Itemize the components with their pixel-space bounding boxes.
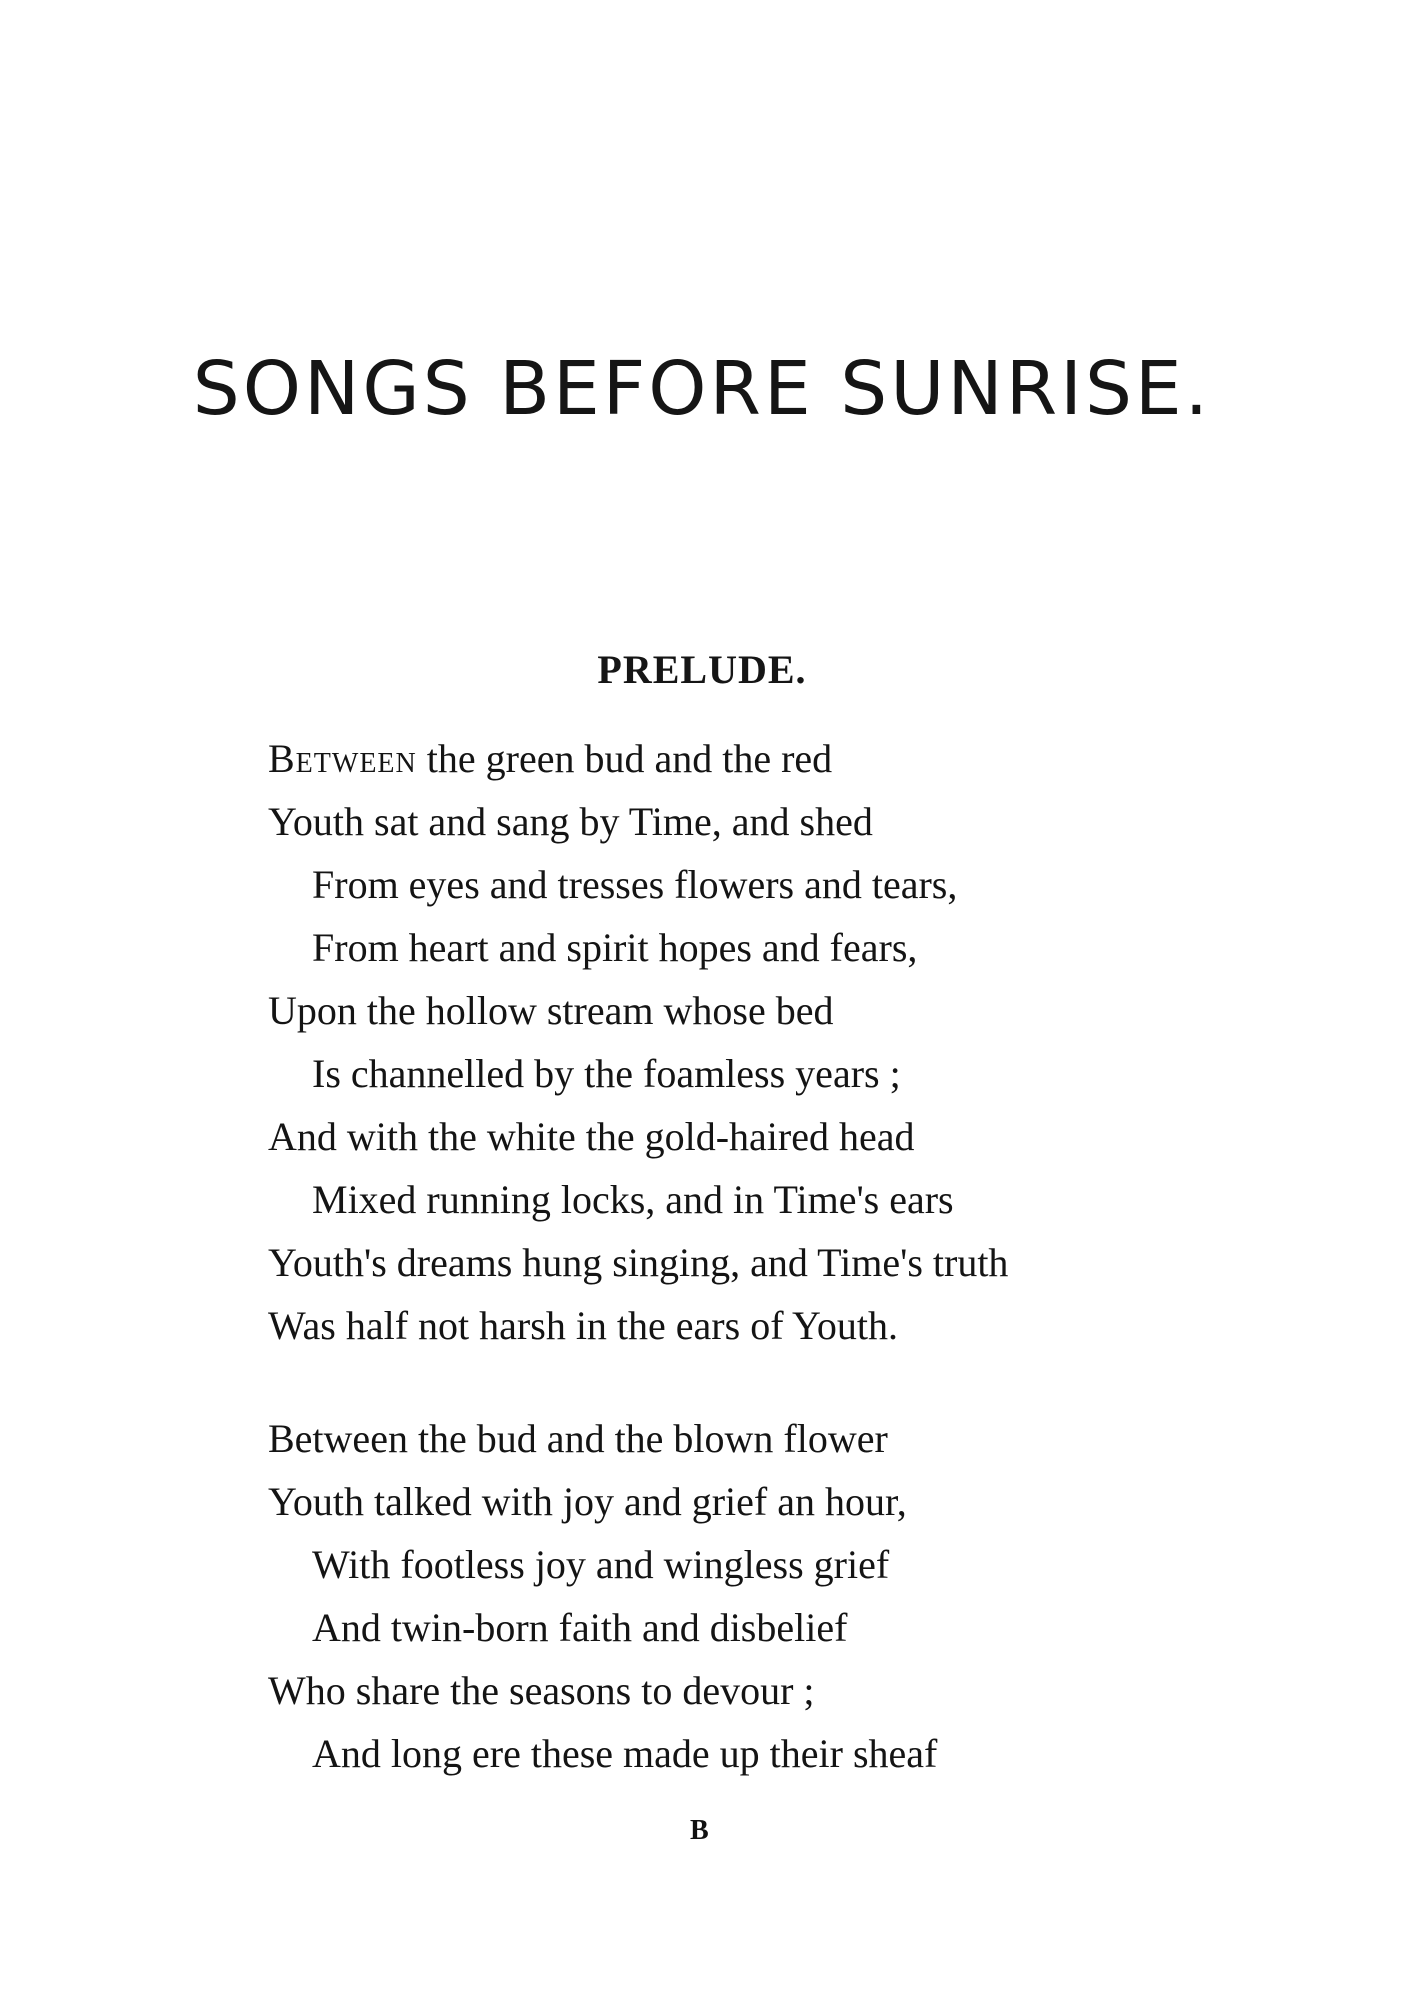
line-text: From eyes and tresses flowers and tears, <box>312 862 958 907</box>
opening-word: Between <box>268 736 417 781</box>
stanza-1 <box>268 727 1008 1357</box>
line-text: From heart and spirit hopes and fears, <box>312 925 918 970</box>
poem-line <box>268 1294 1008 1357</box>
poem-line <box>268 1042 1008 1105</box>
poem-line <box>268 1533 937 1596</box>
line-text: Upon the hollow stream whose bed <box>268 988 834 1033</box>
line-text: Was half not harsh in the ears of Youth. <box>268 1303 899 1348</box>
book-title: SONGS BEFORE SUNRISE. <box>192 346 1212 432</box>
poem-line <box>268 916 1008 979</box>
line-text: And long ere these made up their sheaf <box>312 1731 938 1776</box>
line-text: Youth talked with joy and grief an hour, <box>268 1479 907 1524</box>
line-text: Youth's dreams hung singing, and Time's truth <box>268 1240 1009 1285</box>
poem-line <box>268 1231 1008 1294</box>
signature-mark: B <box>690 1815 709 1846</box>
line-text: Mixed running locks, and in Time's ears <box>312 1177 954 1222</box>
section-title: PRELUDE. <box>597 647 807 692</box>
stanza-2 <box>268 1407 937 1785</box>
poem-line <box>268 1168 1008 1231</box>
poem-line <box>268 727 1008 790</box>
line-text: Who share the seasons to devour ; <box>268 1668 815 1713</box>
poem-line <box>268 1596 937 1659</box>
poem-line <box>268 1722 937 1785</box>
line-text: And with the white the gold-haired head <box>268 1114 915 1159</box>
poem-line <box>268 1470 937 1533</box>
poem-line <box>268 1105 1008 1168</box>
poem-line <box>268 979 1008 1042</box>
poem-line <box>268 790 1008 853</box>
line-text: Is channelled by the foamless years ; <box>312 1051 901 1096</box>
line-text: Youth sat and sang by Time, and shed <box>268 799 873 844</box>
poem-line <box>268 1659 937 1722</box>
poem-line <box>268 853 1008 916</box>
poem-line <box>268 1407 937 1470</box>
line-text: With footless joy and wingless grief <box>312 1542 890 1587</box>
line-text: the green bud and the red <box>416 736 833 781</box>
line-text: Between the bud and the blown flower <box>268 1416 888 1461</box>
line-text: And twin-born faith and disbelief <box>312 1605 848 1650</box>
